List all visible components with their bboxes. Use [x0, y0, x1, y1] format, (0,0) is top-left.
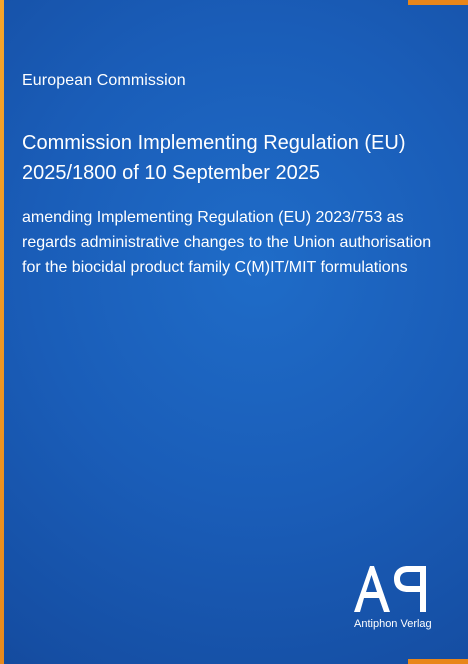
author-name: European Commission	[22, 72, 186, 89]
title-line-1: Commission Implementing Regulation (EU)	[22, 132, 406, 154]
publisher-name: Antiphon Verlag	[354, 618, 432, 630]
book-subtitle	[22, 205, 452, 280]
subtitle-line-1: amending Implementing Regulation (EU) 2023/753 as	[22, 209, 404, 226]
title-line-2: 2025/1800 of 10 September 2025	[22, 162, 321, 184]
bottom-accent-bar	[408, 659, 468, 664]
subtitle-line-3: for the biocidal product family C(M)IT/MIT formulations	[22, 259, 408, 276]
book-title	[22, 128, 442, 188]
publisher-logo-icon	[352, 562, 432, 614]
top-accent-bar	[408, 0, 468, 5]
left-accent-bar	[0, 0, 4, 664]
subtitle-line-2: regards administrative changes to the Union authorisation	[22, 234, 432, 251]
